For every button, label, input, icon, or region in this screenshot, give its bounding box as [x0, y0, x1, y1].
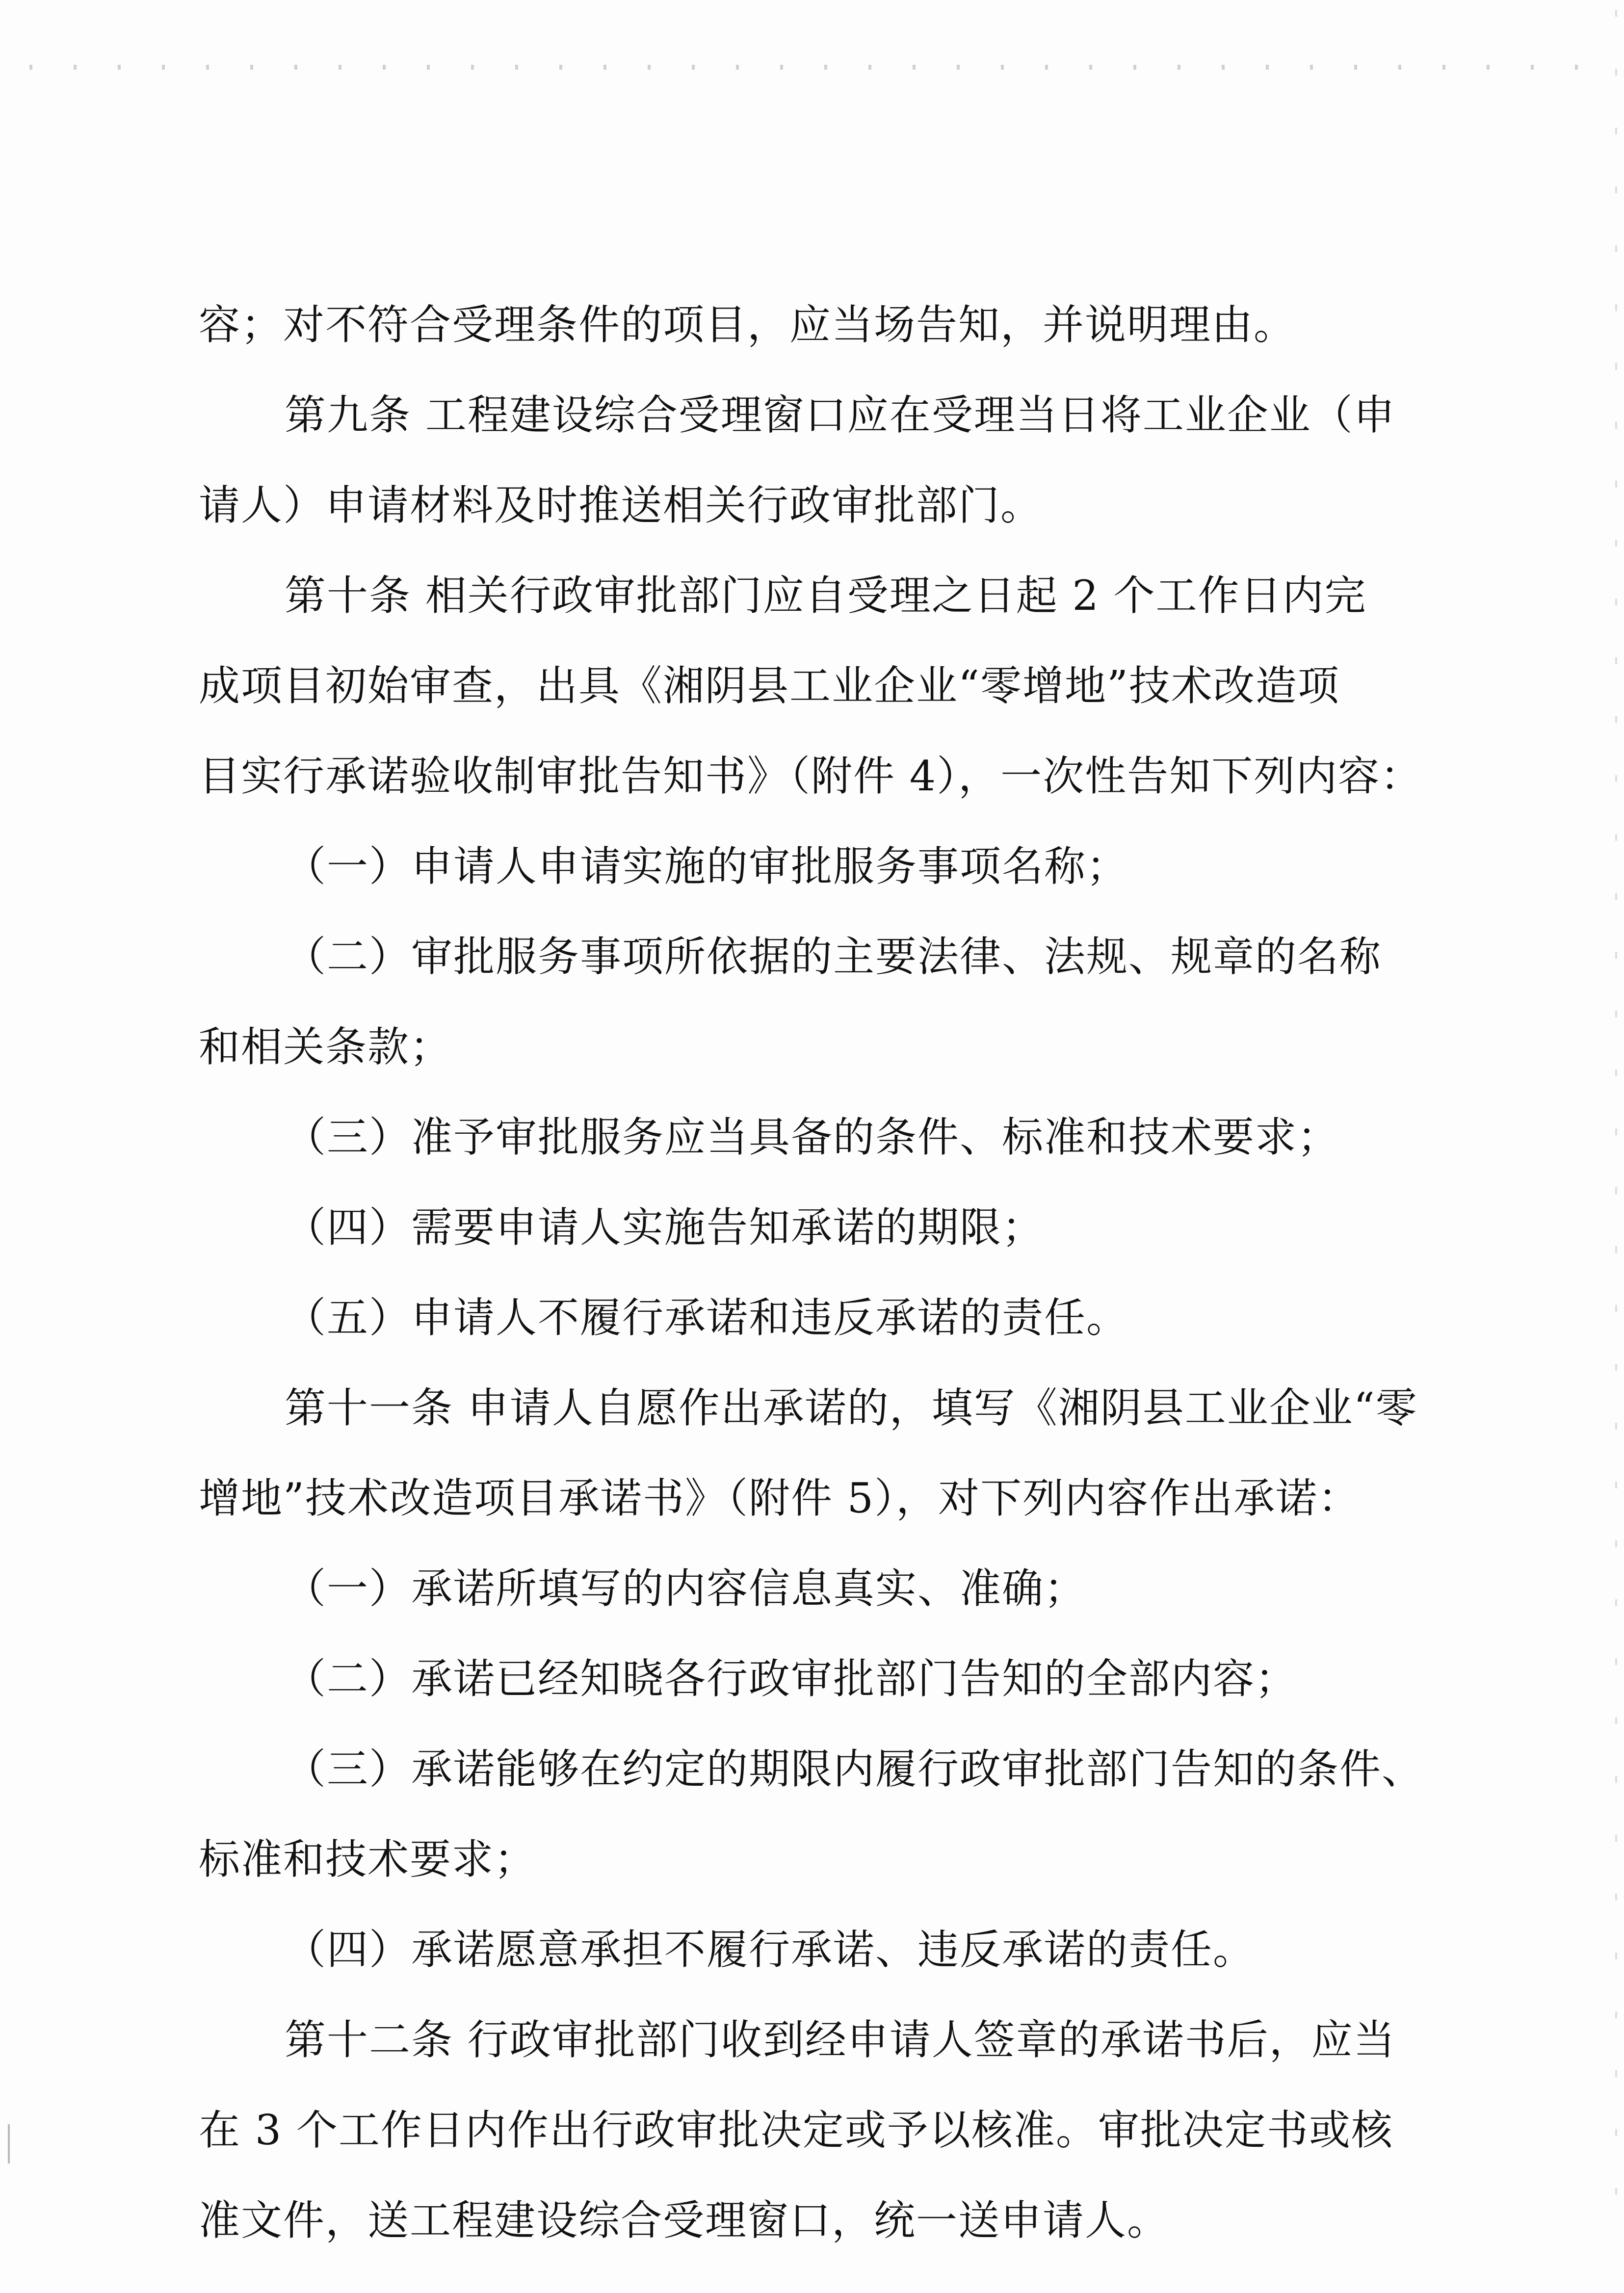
text-line: 增地”技术改造项目承诺书》（附件 5），对下列内容作出承诺： [199, 1474, 1361, 1522]
list-item: （二）承诺已经知晓各行政审批部门告知的全部内容； [285, 1655, 1298, 1703]
list-item: （四）承诺愿意承担不履行承诺、违反承诺的责任。 [285, 1926, 1256, 1974]
text-line: 请人）申请材料及时推送相关行政审批部门。 [199, 481, 1043, 529]
article-11-heading-line: 第十一条 申请人自愿作出承诺的，填写《湘阴县工业企业“零 [285, 1384, 1418, 1432]
text-line: 成项目初始审查，出具《湘阴县工业企业“零增地”技术改造项 [199, 662, 1340, 710]
list-item: （五）申请人不履行承诺和违反承诺的责任。 [285, 1294, 1129, 1342]
text-line: 目实行承诺验收制审批告知书》（附件 4），一次性告知下列内容： [199, 752, 1423, 800]
article-10-heading-line: 第十条 相关行政审批部门应自受理之日起 2 个工作日内完 [285, 572, 1367, 620]
text-line: 和相关条款； [199, 1023, 452, 1071]
scan-artifact-top [29, 65, 1599, 70]
scan-artifact-left [8, 2124, 10, 2163]
article-9-heading-line: 第九条 工程建设综合受理窗口应在受理当日将工业企业（申 [285, 391, 1396, 439]
text-line: 标准和技术要求； [199, 1835, 537, 1883]
text-line: 准文件，送工程建设综合受理窗口，统一送申请人。 [199, 2196, 1170, 2244]
text-line: 容；对不符合受理条件的项目，应当场告知，并说明理由。 [199, 301, 1296, 349]
list-item: （二）审批服务事项所依据的主要法律、法规、规章的名称 [285, 933, 1382, 981]
document-body [199, 280, 1424, 2266]
list-item: （三）承诺能够在约定的期限内履行政审批部门告知的条件、 [285, 1745, 1424, 1793]
list-item: （一）承诺所填写的内容信息真实、准确； [285, 1564, 1087, 1613]
article-12-heading-line: 第十二条 行政审批部门收到经申请人签章的承诺书后，应当 [285, 2016, 1396, 2064]
list-item: （四）需要申请人实施告知承诺的期限； [285, 1203, 1045, 1251]
text-line: 在 3 个工作日内作出行政审批决定或予以核准。审批决定书或核 [199, 2106, 1393, 2154]
scan-artifact-right [1615, 10, 1617, 2247]
list-item: （三）准予审批服务应当具备的条件、标准和技术要求； [285, 1113, 1340, 1161]
list-item: （一）申请人申请实施的审批服务事项名称； [285, 842, 1129, 890]
